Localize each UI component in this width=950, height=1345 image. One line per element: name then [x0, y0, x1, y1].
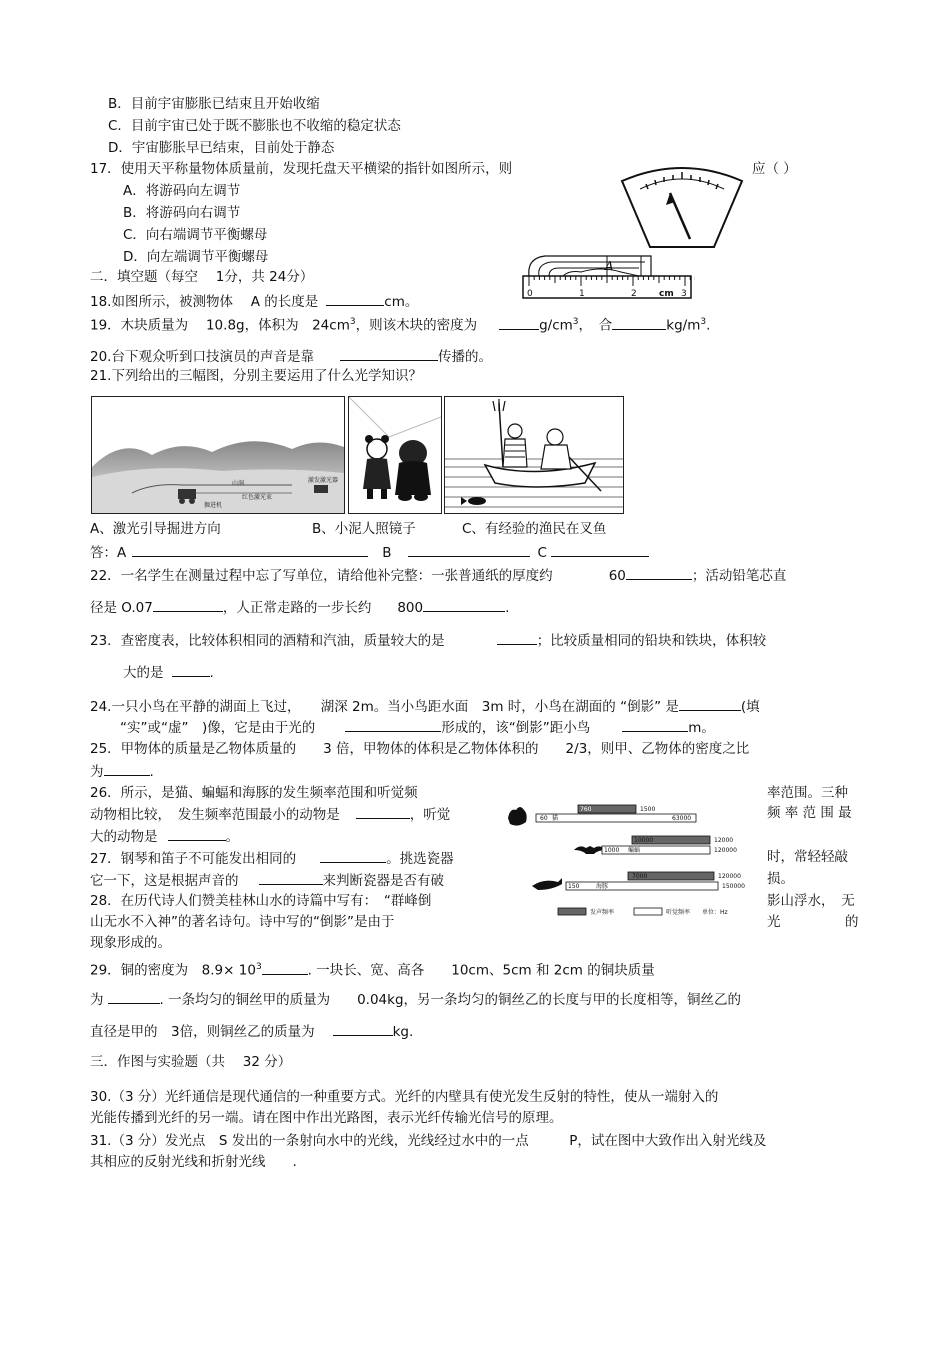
- q22-blank-2[interactable]: [153, 597, 223, 612]
- balance-scale-figure: [618, 163, 746, 249]
- q26-text-c: 大的动物是: [90, 829, 158, 845]
- q17-option-c: C．向右端调节平衡螺母: [123, 227, 268, 243]
- legend-hear-label: 听觉频率: [666, 909, 691, 916]
- q21-caption-b: B、小泥人照镜子: [312, 521, 416, 537]
- q21-answer-c-blank[interactable]: [551, 542, 649, 557]
- bat-label: 蝙蝠: [628, 847, 641, 854]
- q25-blank[interactable]: [104, 761, 150, 776]
- frequency-range-chart: [500, 800, 756, 924]
- q20-text: 20.台下观众听到口技演员的声音是靠: [90, 349, 314, 365]
- q28-line-2-right-b: 的: [845, 914, 859, 930]
- q27-line-2: [90, 870, 444, 890]
- q23-line-2: [123, 662, 214, 682]
- q27-text: 27．钢琴和笛子不可能发出相同的: [90, 851, 297, 867]
- q19-text: 19．木块质量为 10.8g，体积为 24cm: [90, 317, 350, 334]
- ruler-tick-3: 3: [681, 289, 687, 299]
- q29-blank-2[interactable]: [108, 989, 160, 1004]
- ruler-unit: cm: [659, 289, 674, 299]
- q19-unit-1-exp: 3: [572, 317, 579, 327]
- q17-option-a: A．将游码向左调节: [123, 183, 241, 199]
- q29-text-b: . 一块长、宽、高各 10cm、5cm 和 2cm 的铜块质量: [307, 962, 655, 979]
- q24-text-c: “实”或“虚” )像，它是由于光的: [120, 720, 316, 736]
- q27-blank-2[interactable]: [259, 870, 323, 885]
- q21-answer-b-label: B: [382, 545, 392, 561]
- q28-line-1: 28．在历代诗人们赞美桂林山水的诗篇中写有： “群峰倒: [90, 893, 432, 909]
- q26-text: 动物相比较， 发生频率范围最小的动物是: [90, 807, 340, 823]
- dolphin-hear-low: 150: [568, 883, 580, 890]
- q22-blank-3[interactable]: [423, 597, 505, 612]
- q18-blank[interactable]: [326, 291, 384, 306]
- q29-text-c: 为: [90, 992, 104, 1008]
- q21-answer-a-blank[interactable]: [132, 542, 368, 557]
- q29-exp: 3: [255, 962, 262, 972]
- q26-text-b: ，听觉: [409, 807, 451, 823]
- fisherman-spear-illustration: [445, 397, 623, 513]
- q29-text-e: 直径是甲的 3倍，则铜丝乙的质量为: [90, 1024, 315, 1040]
- q21-caption-c: C、有经验的渔民在叉鱼: [462, 521, 607, 537]
- q28-line-2: 山无水不入神”的著名诗句。诗中写的“倒影”是由于: [90, 914, 395, 930]
- chart-unit-label: 单位：Hz: [702, 909, 728, 916]
- q27-text-c: 它一下，这是根据声音的: [90, 873, 239, 889]
- q16-option-c: C．目前宇宙已处于既不膨胀也不收缩的稳定状态: [108, 118, 401, 134]
- q21-answer-a-label: 答：A: [90, 545, 127, 561]
- q23-end: .: [209, 665, 214, 681]
- q18-text: 18.如图所示，被测物体 A 的长度是: [90, 294, 319, 310]
- q27-text-b: 。挑选瓷器: [386, 851, 454, 867]
- cat-label: 猫: [552, 815, 559, 822]
- q23-blank-1[interactable]: [497, 630, 537, 645]
- q29-line-3: [90, 1021, 413, 1041]
- q31-line-2: 其相应的反射光线和折射光线 .: [90, 1154, 297, 1170]
- q30-line-2: 光能传播到光纤的另一端。请在图中作出光路图，表示光纤传输光信号的原理。: [90, 1110, 563, 1126]
- bat-hear-high: 120000: [714, 847, 737, 854]
- q24-unit: m。: [688, 720, 715, 736]
- section-2-heading: 二．填空题（每空 1分，共 24分）: [90, 269, 314, 285]
- cat-emit-low: 760: [580, 806, 592, 813]
- cat-hear-high: 63000: [672, 815, 692, 822]
- dolphin-emit-low: 7000: [632, 873, 648, 880]
- q26-line-2-right: 频 率 范 围 最: [767, 805, 852, 821]
- q24-line-2: [120, 717, 715, 737]
- cat-icon: [508, 807, 527, 826]
- bat-hear-low: 1000: [604, 847, 620, 854]
- dolphin-label: 海豚: [596, 883, 609, 890]
- dolphin-icon: [532, 878, 562, 890]
- q19-blank-2[interactable]: [612, 315, 666, 330]
- bat-emit-high: 12000: [714, 837, 734, 844]
- ruler-tick-2: 2: [631, 289, 637, 299]
- q17-answer-slot: 应（ ）: [752, 161, 797, 177]
- q22-value-3: 800: [397, 600, 424, 616]
- legend-emit-swatch: [558, 908, 586, 915]
- excavator-label: 掘进机: [204, 502, 223, 509]
- q31-line-1: 31.（3 分）发光点 S 发出的一条射向水中的光线，光线经过水中的一点 P，试在图中大致作出入射光线及: [90, 1133, 767, 1149]
- q17-option-b: B．将游码向右调节: [123, 205, 241, 221]
- q20-blank[interactable]: [340, 346, 438, 361]
- q19-exp: 3: [349, 317, 356, 327]
- q28-line-2-right-a: 光: [767, 914, 781, 930]
- q21-stem: 21.下列给出的三幅图，分别主要运用了什么光学知识？: [90, 368, 422, 384]
- laser-tunnel-illustration: [92, 397, 344, 513]
- q25-line-1: 25．甲物体的质量是乙物体质量的 3 倍，甲物体的体积是乙物体体积的 2/3，则甲、乙物体的密度之比: [90, 741, 750, 757]
- dolphin-hear-high: 150000: [722, 883, 745, 890]
- ruler-object-label: A: [605, 259, 614, 273]
- q23-text-c: 大的是: [123, 665, 164, 681]
- q26-line-2: [90, 804, 450, 824]
- q27-line-1: [90, 848, 454, 868]
- q29-line-2: [90, 989, 741, 1009]
- q24-blank-3[interactable]: [622, 717, 688, 732]
- q21-answer-line: [90, 542, 649, 562]
- q26-line-1: 26．所示，是猫、蝙蝠和海豚的发生频率范围和听觉频: [90, 785, 418, 801]
- q18-line: [90, 291, 418, 311]
- q26-line-1-right: 率范围。三种: [767, 785, 848, 801]
- laser-source-label: 激发激光器: [308, 477, 339, 484]
- q27-blank-1[interactable]: [320, 848, 386, 863]
- bat-emit-low: 10000: [634, 837, 654, 844]
- q26-blank-1[interactable]: [356, 804, 410, 819]
- cat-hear-low: 60: [540, 815, 548, 822]
- q25-end: .: [149, 764, 154, 780]
- q24-line-1: [90, 696, 760, 716]
- q24-blank-1[interactable]: [679, 696, 741, 711]
- q29-line-1: [90, 958, 655, 980]
- q23-text-b: ；比较质量相同的铅块和铁块，体积较: [536, 633, 767, 649]
- q22-blank-1[interactable]: [626, 565, 692, 580]
- legend-hear-swatch: [634, 908, 662, 915]
- q29-blank-1[interactable]: [262, 960, 308, 975]
- q20-post: 传播的。: [437, 349, 492, 365]
- q29-unit: kg.: [392, 1024, 414, 1040]
- q27-line-2-right: 损。: [767, 871, 794, 887]
- q23-blank-2[interactable]: [172, 662, 210, 677]
- q23-text: 23．查密度表，比较体积相同的酒精和汽油，质量较大的是: [90, 633, 445, 649]
- q26-end: 。: [225, 829, 239, 845]
- q24-text-b: (填: [740, 699, 760, 715]
- q19-line: [90, 313, 710, 335]
- q29-blank-3[interactable]: [333, 1021, 393, 1036]
- q22-line-1: [90, 565, 786, 585]
- q22-value-1: 60: [608, 568, 626, 584]
- q22-line-2: [90, 597, 509, 617]
- q26-line-3: [90, 826, 239, 846]
- q22-text-b: ；活动铅笔芯直: [691, 568, 787, 584]
- dolphin-hear-bar: [566, 882, 718, 890]
- clay-doll-mirror-illustration: [349, 397, 441, 513]
- q19-unit-1-post: ， 合: [578, 317, 613, 334]
- q21-picture-a: [91, 396, 345, 514]
- q28-line-1-right: 影山浮水， 无: [767, 893, 855, 909]
- q26-blank-2[interactable]: [168, 826, 226, 841]
- q29-text: 29．铜的密度为 8.9× 10: [90, 962, 256, 979]
- q25-text: 为: [90, 764, 104, 780]
- q22-text-c: ，人正常走路的一步长约: [222, 600, 372, 616]
- q30-line-1: 30.（3 分）光纤通信是现代通信的一种重要方式。光纤的内壁具有使光发生反射的特性，使从一端射入的: [90, 1089, 719, 1105]
- q24-text: 24.一只小鸟在平静的湖面上飞过， 湖深 2m。当小鸟距水面 3m 时，小鸟在湖面的 “倒影” 是: [90, 699, 679, 715]
- q21-answer-c-label: C: [537, 545, 547, 561]
- q27-line-1-right: 时，常轻轻敲: [767, 849, 848, 865]
- q25-line-2: [90, 761, 154, 781]
- q19-mid: ，则该木块的密度为: [355, 317, 478, 334]
- q19-unit-2-exp: 3: [700, 317, 707, 327]
- q19-unit-2-post: .: [706, 317, 711, 334]
- tunnel-label: 山洞: [232, 480, 245, 487]
- q23-line-1: [90, 630, 766, 650]
- q16-option-d: D．宇宙膨胀早已结束，目前处于静态: [108, 140, 335, 156]
- q18-unit: cm。: [384, 294, 419, 310]
- q17-option-d: D．向左端调节平衡螺母: [123, 249, 269, 265]
- q17-stem: 17．使用天平称量物体质量前，发现托盘天平横梁的指针如图所示，则: [90, 161, 513, 177]
- q21-picture-c: [444, 396, 624, 514]
- ruler-figure: [521, 250, 695, 302]
- q22-end: .: [505, 600, 510, 616]
- dolphin-emit-high: 120000: [718, 873, 741, 880]
- q19-unit-1: g/cm: [539, 317, 573, 334]
- q27-text-d: 来判断瓷器是否有破: [322, 873, 444, 889]
- q24-blank-2[interactable]: [345, 717, 441, 732]
- q22-text: 22．一名学生在测量过程中忘了写单位，请给他补完整：一张普通纸的厚度约: [90, 568, 553, 584]
- q21-caption-a: A、激光引导掘进方向: [90, 521, 221, 537]
- q24-text-d: 形成的，该“倒影”距小鸟: [441, 720, 591, 736]
- bat-icon: [574, 846, 606, 854]
- ruler-tick-1: 1: [579, 289, 585, 299]
- q21-answer-b-blank[interactable]: [408, 542, 530, 557]
- section-3-heading: 三．作图与实验题（共 32 分）: [90, 1054, 292, 1070]
- q21-picture-b: [348, 396, 442, 514]
- q29-text-d: . 一条均匀的铜丝甲的质量为 0.04kg，另一条均匀的铜丝乙的长度与甲的长度相等，铜丝乙的: [159, 992, 742, 1008]
- q19-blank-1[interactable]: [499, 315, 539, 330]
- q22-value-2: 径是 O.07: [90, 600, 153, 616]
- q28-line-3: 现象形成的。: [90, 935, 171, 951]
- q19-unit-2: kg/m: [666, 317, 701, 334]
- ruler-tick-0: 0: [527, 289, 533, 299]
- laser-beam-label: 红色激光束: [242, 494, 273, 501]
- cat-emit-high: 1500: [640, 806, 656, 813]
- q20-line: [90, 346, 492, 366]
- legend-emit-label: 发声频率: [590, 909, 615, 916]
- q16-option-b: B．目前宇宙膨胀已结束且开始收缩: [108, 96, 320, 112]
